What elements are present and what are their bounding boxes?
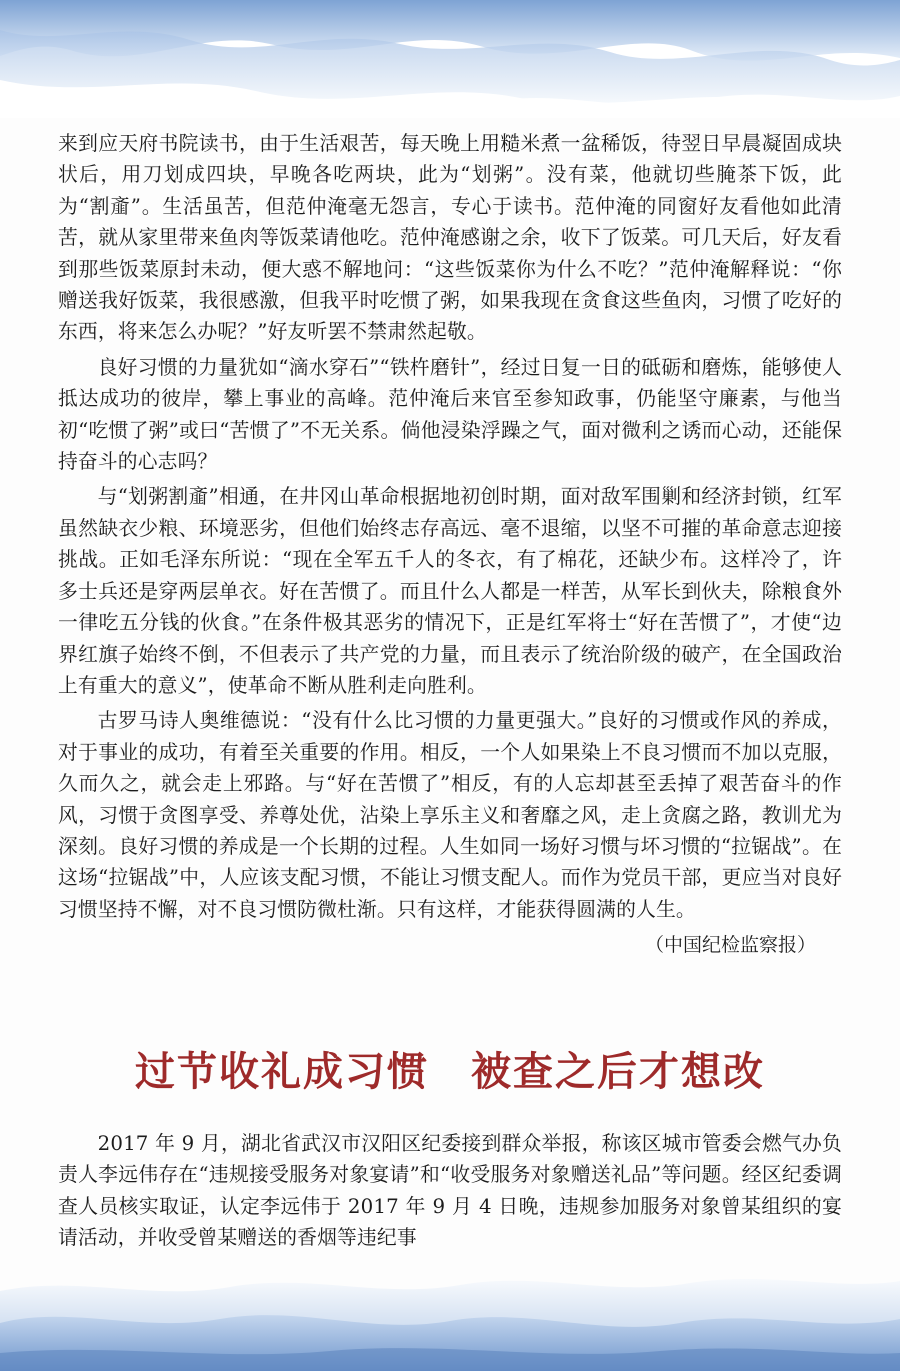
paragraph-good-habits: 良好习惯的力量犹如“滴水穿石”“铁杵磨针”，经过日复一日的砥砺和磨炼，能够使人抵达成功的彼岸，攀上事业的高峰。范仲淹后来官至参知政事，仍能坚守廉素，与他当初“吃惯了粥”或曰“苦惯了”不无关系。倘他浸染浮躁之气，面对微利之诱而心动，还能保持奋斗的心志吗？ [58, 355, 842, 474]
top-mountain-banner [0, 0, 900, 118]
bottom-mountain-banner [0, 1261, 900, 1371]
article-continued [58, 128, 842, 961]
paragraph-fan-zhongyan-story: 来到应天府书院读书，由于生活艰苦，每天晚上用糙米煮一盆稀饭，待翌日早晨凝固成块状后，用刀划成四块，早晚各吃两块，此为“划粥”。没有菜，他就切些腌茶下饭，此为“割齑”。生活虽苦，但范仲淹毫无怨言，专心于读书。范仲淹的同窗好友看他如此清苦，就从家里带来鱼肉等饭菜请他吃。范仲淹感谢之余，收下了饭菜。可几天后，好友看到那些饭菜原封未动，便大惑不解地问：“这些饭菜你为什么不吃？”范仲淹解释说：“你赠送我好饭菜，我很感激，但我平时吃惯了粥，如果我现在贪食这些鱼肉，习惯了吃好的东西，将来怎么办呢？”好友听罢不禁肃然起敬。 [58, 132, 842, 344]
paragraph-ovid-quote: 古罗马诗人奥维德说：“没有什么比习惯的力量更强大。”良好的习惯或作风的养成，对于事业的成功，有着至关重要的作用。相反，一个人如果染上不良习惯而不加以克服，久而久之，就会走上邪路。与“好在苦惯了”相反，有的人忘却甚至丢掉了艰苦奋斗的作风，习惯于贪图享受、养尊处优，沾染上享乐主义和奢靡之风，走上贪腐之路，教训尤为深刻。良好习惯的养成是一个长期的过程。人生如同一场好习惯与坏习惯的“拉锯战”。在这场“拉锯战”中，人应该支配习惯，不能让习惯支配人。而作为党员干部，更应当对良好习惯坚持不懈，对不良习惯防微杜渐。只有这样，才能获得圆满的人生。 [58, 709, 842, 921]
paragraph-jinggangshan: 与“划粥割齑”相通，在井冈山革命根据地初创时期，面对敌军围剿和经济封锁，红军虽然缺衣少粮、环境恶劣，但他们始终志存高远、毫不退缩，以坚不可摧的革命意志迎接挑战。正如毛泽东所说：“现在全军五千人的冬衣，有了棉花，还缺少布。这样冷了，许多士兵还是穿两层单衣。好在苦惯了。而且什么人都是一样苦，从军长到伙夫，除粮食外一律吃五分钱的伙食。”在条件极其恶劣的情况下，正是红军将士“好在苦惯了”，才使“边界红旗子始终不倒，不但表示了共产党的力量，而且表示了统治阶级的破产，在全国政治上有重大的意义”，使革命不断从胜利走向胜利。 [58, 485, 842, 697]
article-second [58, 1128, 842, 1254]
paragraph-case-report: 2017 年 9 月，湖北省武汉市汉阳区纪委接到群众举报，称该区城市管委会燃气办负责人李远伟存在“违规接受服务对象宴请”和“收受服务对象赠送礼品”等问题。经区纪委调查人员核实取证，认定李远伟于 2017 年 9 月 4 日晚，违规参加服务对象曾某组织的宴请活动，并收受曾某赠送的香烟等违纪事 [58, 1132, 842, 1250]
article-headline: 过节收礼成习惯 被查之后才想改 [135, 1049, 765, 1095]
article-source: （中国纪检监察报） [644, 934, 816, 957]
